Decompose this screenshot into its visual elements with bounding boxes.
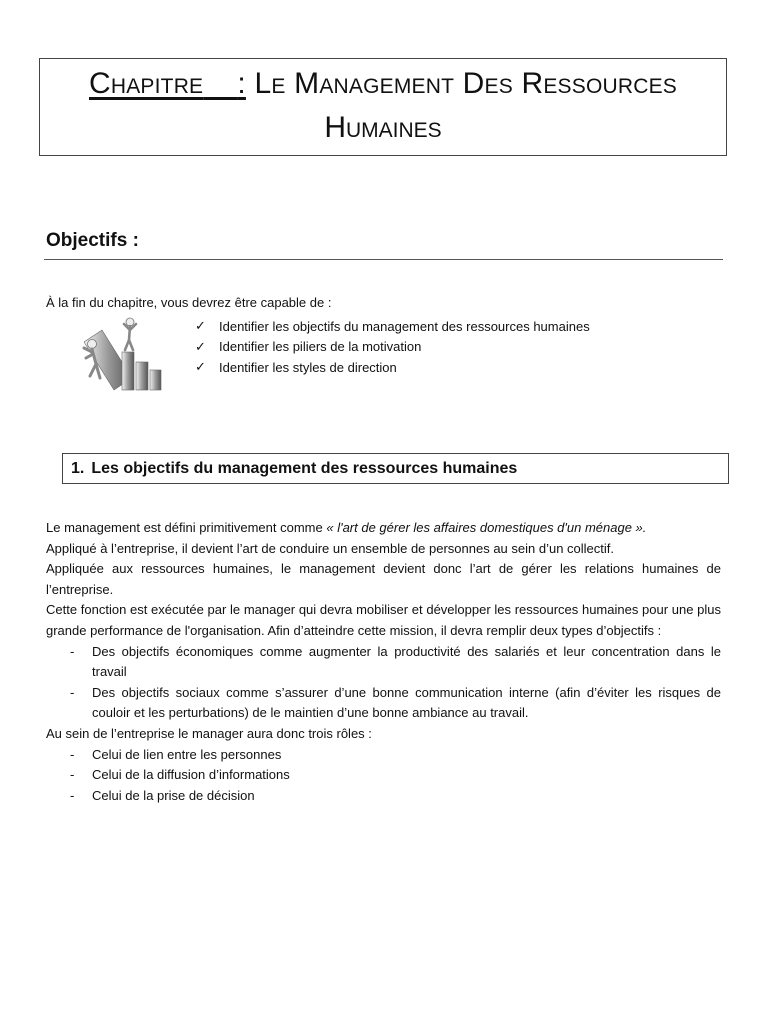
list-item <box>46 786 721 807</box>
list-item <box>195 337 590 358</box>
chapter-title-text: Le Management Des Ressources <box>254 67 678 100</box>
paragraph: Appliqué à l’entreprise, il devient l’art de conduire un ensemble de personnes au sein d’un collectif. <box>46 540 615 556</box>
paragraph: Appliquée aux ressources humaines, le management devient donc l’art de gérer les relations humaines de l’entreprise. <box>46 561 721 597</box>
figure-pushing-bar-chart-icon <box>74 312 164 392</box>
dash-bullet: - <box>70 767 75 783</box>
objectifs-list <box>195 316 590 378</box>
chapter-title-line2: Humaines <box>324 111 442 144</box>
paragraph <box>46 518 721 539</box>
objectifs-heading: Objectifs : <box>46 230 139 251</box>
section-heading-box <box>62 453 729 484</box>
dash-bullet: - <box>70 684 75 700</box>
dash-bullet: - <box>70 643 75 659</box>
list-item <box>195 357 590 378</box>
definition-quote: « l'art de gérer les affaires domestiques d'un ménage ». <box>326 520 647 535</box>
chapter-title-line1 <box>40 67 726 101</box>
paragraph: Au sein de l’entreprise le manager aura donc trois rôles : <box>46 725 372 741</box>
role-text: Celui de la prise de décision <box>92 787 255 803</box>
chapter-label-gap <box>203 67 237 100</box>
role-text: Celui de la diffusion d’informations <box>92 767 290 783</box>
check-icon: ✓ <box>195 359 206 375</box>
objectif-text: Identifier les objectifs du management des ressources humaines <box>219 318 590 334</box>
list-item <box>46 683 721 724</box>
paragraph-text: Le management est défini primitivement comme <box>46 520 327 535</box>
chapter-title-box <box>39 58 727 156</box>
chapter-label: Chapitre <box>88 67 204 100</box>
section-number: 1. <box>71 459 85 477</box>
objectif-text: Identifier les styles de direction <box>219 359 397 375</box>
list-item <box>195 316 590 337</box>
objectives-list <box>46 642 721 724</box>
list-item <box>46 765 721 786</box>
list-item <box>46 642 721 683</box>
dash-bullet: - <box>70 787 75 803</box>
list-item <box>46 745 721 766</box>
objective-text: Des objectifs sociaux comme s’assurer d’une bonne communication interne (afin d’éviter les risques de couloir et les perturbations) de le maintien d’une bonne ambiance au travail. <box>92 684 721 721</box>
paragraph: Cette fonction est exécutée par le manager qui devra mobiliser et développer les ressources humaines pour une plus grande performance de l'organisation. Afin d’atteindre cette mission, il devra remplir deux types d’objectifs : <box>46 602 721 638</box>
section-body <box>46 518 721 806</box>
section-title: Les objectifs du management des ressources humaines <box>91 459 518 477</box>
roles-list <box>46 745 721 807</box>
heading-divider <box>44 259 723 260</box>
objectif-text: Identifier les piliers de la motivation <box>219 339 422 355</box>
objective-text: Des objectifs économiques comme augmenter la productivité des salariés et leur concentration dans le travail <box>92 643 721 680</box>
objectifs-intro: À la fin du chapitre, vous devrez être capable de : <box>46 295 332 310</box>
check-icon: ✓ <box>195 338 206 354</box>
dash-bullet: - <box>70 746 75 762</box>
role-text: Celui de lien entre les personnes <box>92 746 282 762</box>
check-icon: ✓ <box>195 318 206 334</box>
chapter-colon: : <box>237 67 246 100</box>
